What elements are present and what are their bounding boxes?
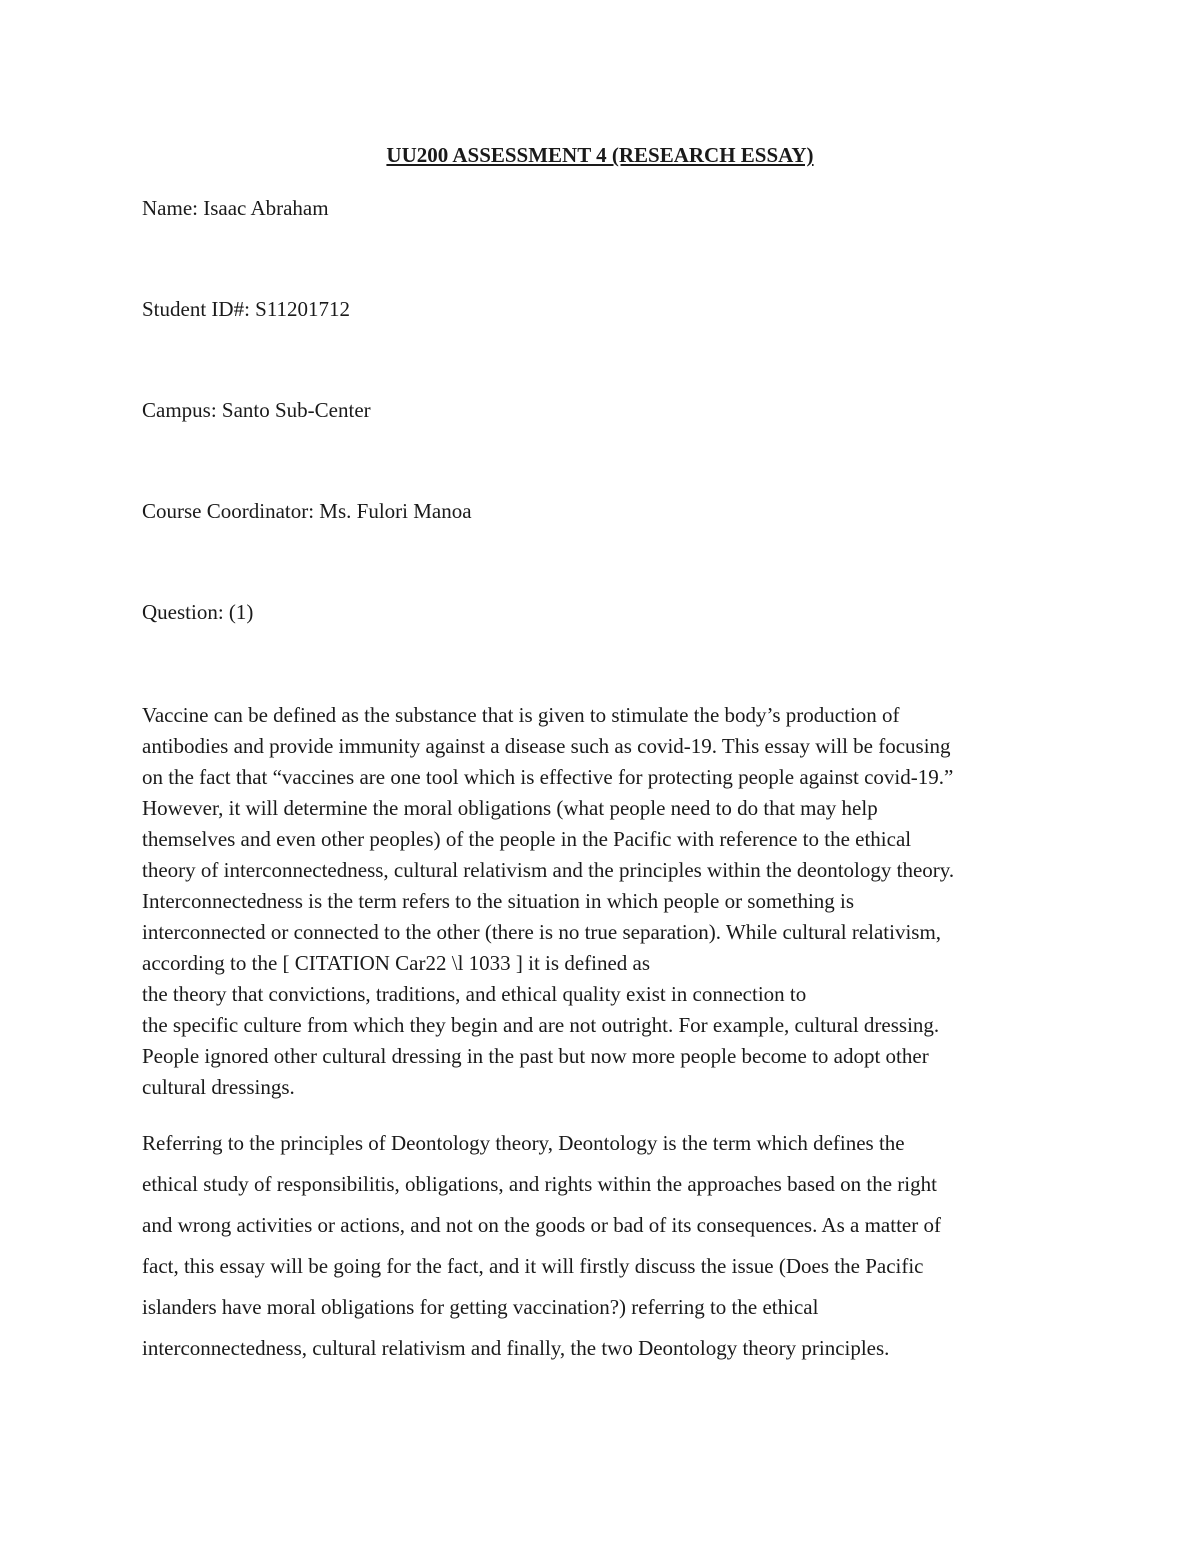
paragraph-line: and wrong activities or actions, and not on the goods or bad of its consequences. As a matter of: [142, 1213, 941, 1237]
paragraph-line: themselves and even other peoples) of the people in the Pacific with reference to the ethical: [142, 827, 912, 851]
paragraph-line: interconnectedness, cultural relativism and finally, the two Deontology theory principles.: [142, 1336, 890, 1360]
question-field: Question: (1): [142, 600, 254, 624]
paragraph-line: Vaccine can be defined as the substance that is given to stimulate the body’s production of: [142, 703, 900, 727]
paragraph-introduction: [142, 700, 1062, 1103]
paragraph-line: the theory that convictions, traditions, and ethical quality exist in connection to: [142, 982, 807, 1006]
coordinator-field: Course Coordinator: Ms. Fulori Manoa: [142, 499, 472, 523]
paragraph-deontology: [142, 1123, 1062, 1369]
paragraph-line: antibodies and provide immunity against a disease such as covid-19. This essay will be focusing: [142, 734, 951, 758]
paragraph-line: on the fact that “vaccines are one tool which is effective for protecting people against covid-19.”: [142, 765, 954, 789]
paragraph-line: ethical study of responsibilitis, obligations, and rights within the approaches based on the right: [142, 1172, 937, 1196]
paragraph-line: islanders have moral obligations for getting vaccination?) referring to the ethical: [142, 1295, 819, 1319]
paragraph-line: However, it will determine the moral obligations (what people need to do that may help: [142, 796, 878, 820]
student-id-field: Student ID#: S11201712: [142, 297, 351, 321]
paragraph-line: theory of interconnectedness, cultural relativism and the principles within the deontology theory.: [142, 858, 955, 882]
paragraph-line: interconnected or connected to the other (there is no true separation). While cultural relativism,: [142, 920, 942, 944]
document-title: UU200 ASSESSMENT 4 (RESEARCH ESSAY): [386, 143, 814, 167]
paragraph-line: Interconnectedness is the term refers to the situation in which people or something is: [142, 889, 855, 913]
paragraph-line: fact, this essay will be going for the fact, and it will firstly discuss the issue (Does the Pacific: [142, 1254, 924, 1278]
name-field: Name: Isaac Abraham: [142, 196, 329, 220]
paragraph-line: People ignored other cultural dressing in the past but now more people become to adopt other: [142, 1044, 929, 1068]
campus-field: Campus: Santo Sub-Center: [142, 398, 371, 422]
paragraph-line: Referring to the principles of Deontology theory, Deontology is the term which defines the: [142, 1131, 905, 1155]
paragraph-line: the specific culture from which they begin and are not outright. For example, cultural dressing.: [142, 1013, 940, 1037]
paragraph-line: cultural dressings.: [142, 1075, 295, 1099]
paragraph-line: according to the [ CITATION Car22 \l 1033 ] it is defined as: [142, 951, 651, 975]
